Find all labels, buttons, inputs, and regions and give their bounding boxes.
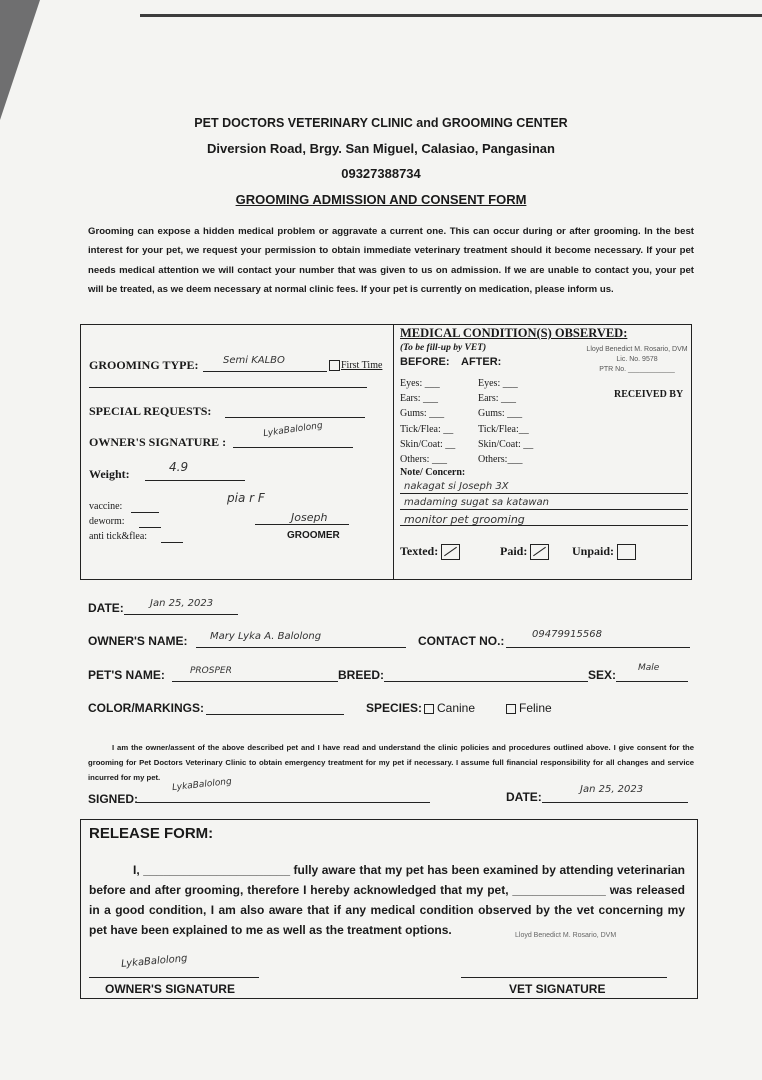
release-paragraph: I, ______________________ fully aware that my pet has been examined by attending veterinarian before and after grooming, therefore I hereby acknowledged that my pet, ______________ was released in a good condition, I am also aware that if any medical condition observed by the vet concerning my pet have been explained to me as well as the treatment options. <box>89 863 685 937</box>
weight-label: Weight: <box>89 467 130 481</box>
note-line-2: madaming sugat sa katawan <box>404 497 549 508</box>
note-line-1: nakagat si Joseph 3X <box>404 481 509 492</box>
special-requests-label: SPECIAL REQUESTS: <box>89 404 212 418</box>
medical-title: MEDICAL CONDITION(S) OBSERVED: <box>400 326 628 340</box>
groomer-signature: Joseph <box>291 511 328 524</box>
note-label: Note/ Concern: <box>400 467 466 478</box>
paid-option[interactable]: Paid: <box>500 544 549 560</box>
medical-subtitle: (To be fill-up by VET) <box>400 343 487 353</box>
signed-date-value: Jan 25, 2023 <box>580 784 644 795</box>
grooming-type-label: GROOMING TYPE: <box>89 358 199 372</box>
vet-signature-caption: VET SIGNATURE <box>509 982 606 996</box>
before-item: Eyes: ___ <box>400 378 440 389</box>
scan-edge <box>140 14 762 17</box>
sex-label: SEX: <box>588 668 617 682</box>
weight-value: 4.9 <box>169 460 189 474</box>
after-item: Skin/Coat: __ <box>478 438 534 450</box>
before-item: Tick/Flea: __ <box>400 423 454 435</box>
signed-label: SIGNED: <box>88 792 139 806</box>
received-by: RECEIVED BY <box>614 389 684 400</box>
owner-name-label: OWNER'S NAME: <box>88 634 188 648</box>
after-item: Ears: ___ <box>478 393 517 405</box>
before-list <box>400 376 455 467</box>
intro-paragraph: Grooming can expose a hidden medical problem or aggravate a current one. This can occur during or after grooming. In the best interest for your pet, we request your permission to obtain immediate veterinary treatment should it become necessary. If your pet needs medical attention we will contact your number that was given to us on admission. If we are unable to contact you, your pet will be treated, as we deem necessary at normal clinic fees. If your pet is currently on medication, please inform us. <box>88 226 694 295</box>
before-item: Skin/Coat: __ <box>400 438 456 450</box>
after-list <box>478 376 533 467</box>
after-label: AFTER: <box>461 356 502 368</box>
pet-name-label: PET'S NAME: <box>88 668 165 682</box>
pet-name-value: PROSPER <box>190 666 232 676</box>
release-vet-stamp: Lloyd Benedict M. Rosario, DVM <box>515 932 617 939</box>
owner-signature-value: LykaBalolong <box>262 420 324 440</box>
after-item: Others:___ <box>478 454 523 466</box>
owner-signature-caption: OWNER'S SIGNATURE <box>105 982 235 996</box>
release-form-box <box>80 819 698 999</box>
color-label: COLOR/MARKINGS: <box>88 701 204 715</box>
unpaid-option[interactable]: Unpaid: <box>572 544 636 560</box>
handwritten-note: pia r F <box>227 491 265 505</box>
note-line-3: monitor pet grooming <box>404 513 525 526</box>
clinic-address: Diversion Road, Brgy. San Miguel, Calasiao, Pangasinan <box>207 141 555 156</box>
owner-name-value: Mary Lyka A. Balolong <box>210 631 322 642</box>
clinic-phone: 09327388734 <box>341 166 421 181</box>
breed-label: BREED: <box>338 668 385 682</box>
vet-stamp: Lloyd Benedict M. Rosario, DVM Lic. No. 9578 PTR No. ____________ <box>586 346 688 373</box>
after-item: Eyes: ___ <box>478 378 518 389</box>
scan-shadow <box>0 0 40 120</box>
before-label: BEFORE: <box>400 356 450 368</box>
first-time-option[interactable]: First Time <box>329 360 382 371</box>
consent-paragraph: I am the owner/assent of the above described pet and I have read and understand the clinic policies and procedures outlined above. I give consent for the grooming for Pet Doctors Veterinary Clinic to obtain emergency treatment for my pet if necessary. I assume full financial responsibility for all changes and service incurred for my pet. <box>88 743 694 782</box>
grooming-type-value: Semi KALBO <box>223 355 285 366</box>
medical-condition-box <box>393 324 692 580</box>
feline-option[interactable]: Feline <box>506 701 552 715</box>
date-value: Jan 25, 2023 <box>150 598 214 609</box>
contact-label: CONTACT NO.: <box>418 634 505 648</box>
before-item: Others: ___ <box>400 454 447 466</box>
signed-date-label: DATE: <box>506 790 542 804</box>
antitick-label: anti tick&flea: <box>89 531 148 542</box>
signed-value: LykaBalolong <box>171 776 233 794</box>
before-item: Gums: ___ <box>400 408 445 420</box>
grooming-info-box <box>80 324 394 580</box>
species-label: SPECIES: <box>366 701 423 715</box>
after-item: Tick/Flea:__ <box>478 423 529 435</box>
release-title: RELEASE FORM: <box>89 825 214 842</box>
vaccine-label: vaccine: <box>89 501 123 512</box>
release-owner-signature: LykaBalolong <box>120 953 188 970</box>
sex-value: Male <box>638 663 660 673</box>
groomer-label: GROOMER <box>287 530 340 541</box>
after-item: Gums: ___ <box>478 408 523 420</box>
before-item: Ears: ___ <box>400 393 439 405</box>
date-label: DATE: <box>88 601 124 615</box>
contact-value: 09479915568 <box>532 629 602 640</box>
form-title: GROOMING ADMISSION AND CONSENT FORM <box>235 192 527 207</box>
canine-option[interactable]: Canine <box>424 701 475 715</box>
clinic-name: PET DOCTORS VETERINARY CLINIC and GROOMING CENTER <box>194 116 568 130</box>
owner-signature-label: OWNER'S SIGNATURE : <box>89 435 227 449</box>
texted-option[interactable]: Texted: <box>400 544 460 560</box>
deworm-label: deworm: <box>89 516 125 527</box>
